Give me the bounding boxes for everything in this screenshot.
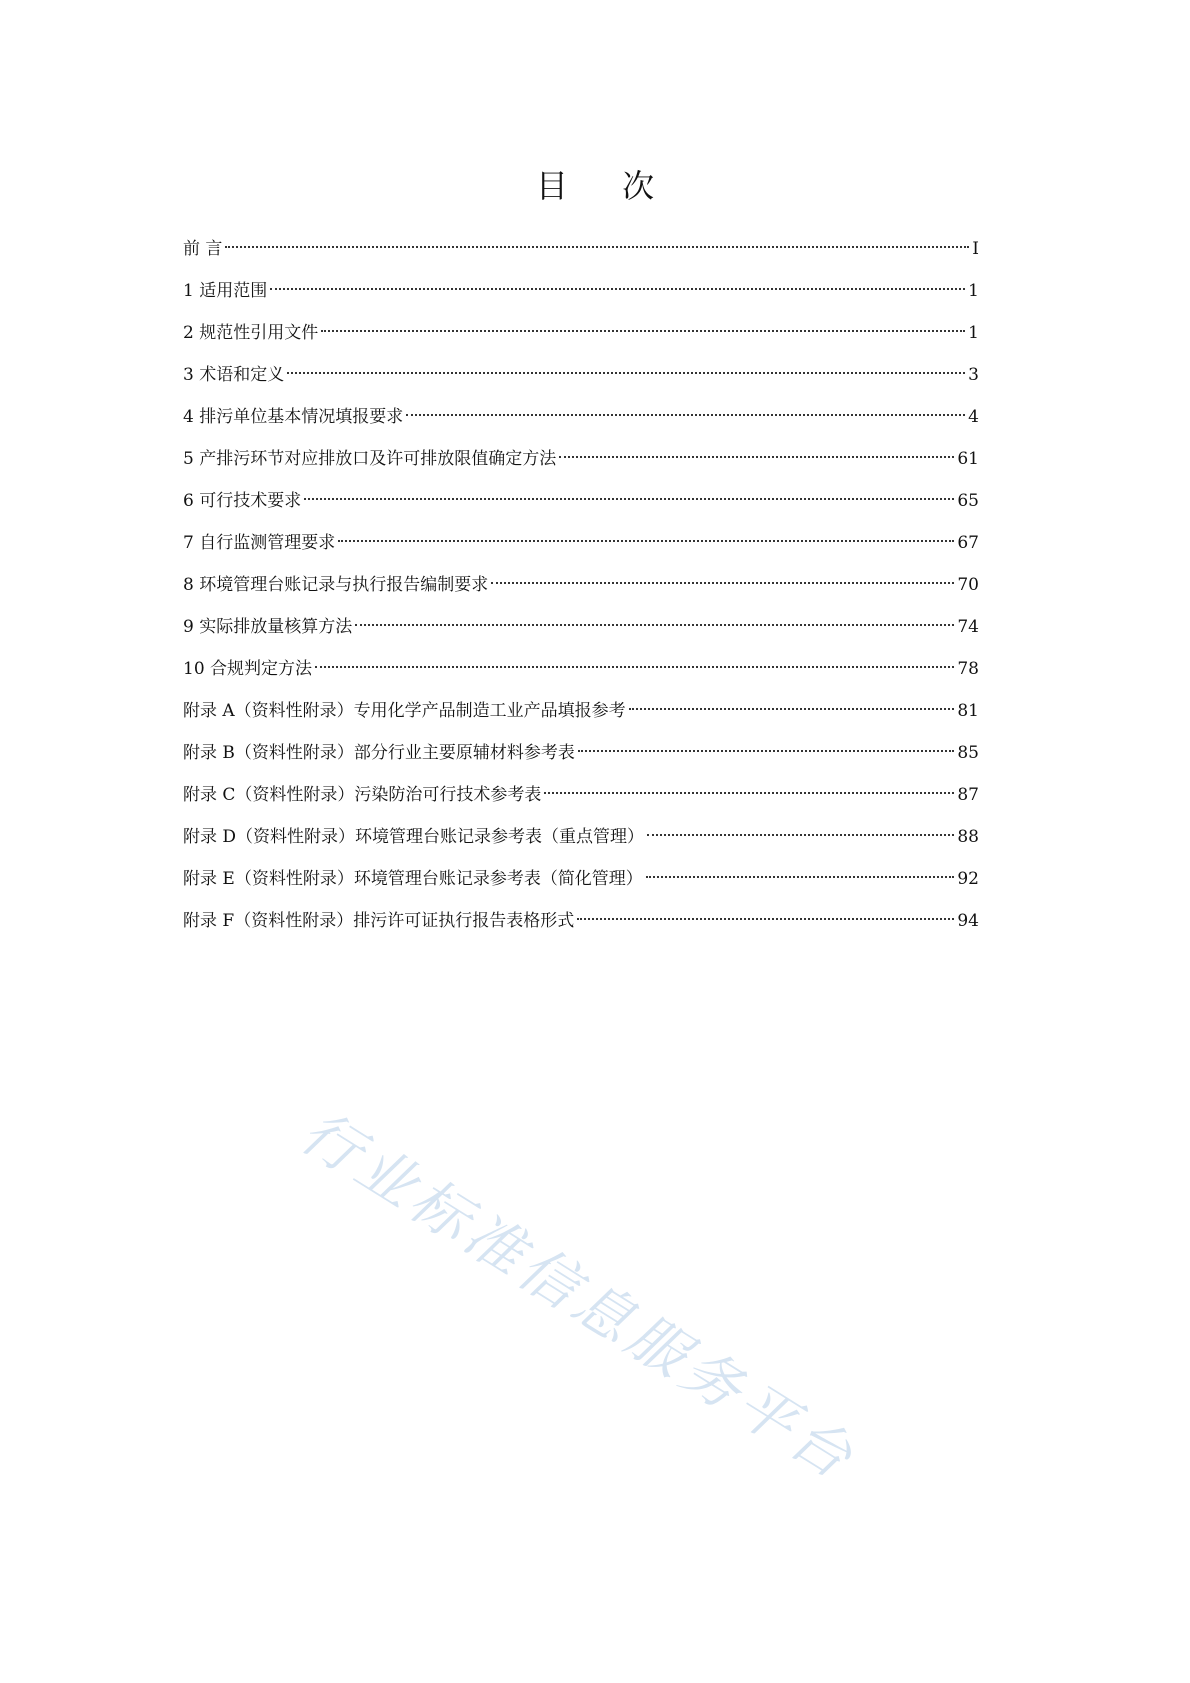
toc-entry-10[interactable] bbox=[183, 648, 979, 690]
toc-page-number: 88 bbox=[957, 827, 979, 847]
toc-dot-leader bbox=[225, 246, 969, 248]
toc-page-number: 65 bbox=[957, 491, 979, 511]
toc-entry-1[interactable] bbox=[183, 270, 979, 312]
toc-entry-label: 附录 A（资料性附录）专用化学产品制造工业产品填报参考 bbox=[183, 701, 626, 721]
toc-dot-leader bbox=[491, 582, 954, 584]
toc-entry-label: 4 排污单位基本情况填报要求 bbox=[183, 407, 404, 427]
page-title: 目 次 bbox=[535, 167, 677, 205]
toc-entry-label: 5 产排污环节对应排放口及许可排放限值确定方法 bbox=[183, 449, 557, 469]
toc-dot-leader bbox=[544, 792, 954, 794]
toc-entry-foreword[interactable] bbox=[183, 228, 979, 270]
toc-page-number: 78 bbox=[957, 659, 979, 679]
toc-page-number: 70 bbox=[957, 575, 979, 595]
toc-entry-9[interactable] bbox=[183, 606, 979, 648]
toc-dot-leader bbox=[315, 666, 954, 668]
toc-page-number: I bbox=[972, 239, 979, 259]
toc-page-number: 3 bbox=[968, 365, 979, 385]
toc-dot-leader bbox=[629, 708, 955, 710]
watermark: 行业标准信息服务平台 bbox=[289, 1097, 869, 1495]
toc-entry-label: 3 术语和定义 bbox=[183, 365, 285, 385]
toc-entry-label: 8 环境管理台账记录与执行报告编制要求 bbox=[183, 575, 489, 595]
toc-page-number: 1 bbox=[968, 323, 979, 343]
toc-entry-label: 7 自行监测管理要求 bbox=[183, 533, 336, 553]
toc-page-number: 67 bbox=[957, 533, 979, 553]
toc-dot-leader bbox=[577, 918, 954, 920]
toc-entry-8[interactable] bbox=[183, 564, 979, 606]
toc-entry-5[interactable] bbox=[183, 438, 979, 480]
toc-entry-label: 附录 C（资料性附录）污染防治可行技术参考表 bbox=[183, 785, 542, 805]
toc-entry-appendix-d[interactable] bbox=[183, 816, 979, 858]
toc-entry-appendix-a[interactable] bbox=[183, 690, 979, 732]
toc-entry-7[interactable] bbox=[183, 522, 979, 564]
toc-page-number: 81 bbox=[957, 701, 979, 721]
toc-dot-leader bbox=[578, 750, 954, 752]
table-of-contents bbox=[183, 228, 979, 942]
toc-entry-label: 附录 F（资料性附录）排污许可证执行报告表格形式 bbox=[183, 911, 575, 931]
toc-entry-label: 1 适用范围 bbox=[183, 281, 268, 301]
toc-entry-label: 前 言 bbox=[183, 239, 223, 259]
toc-entry-6[interactable] bbox=[183, 480, 979, 522]
toc-page-number: 4 bbox=[968, 407, 979, 427]
toc-page-number: 87 bbox=[957, 785, 979, 805]
toc-dot-leader bbox=[406, 414, 965, 416]
toc-dot-leader bbox=[304, 498, 954, 500]
toc-entry-appendix-e[interactable] bbox=[183, 858, 979, 900]
toc-entry-label: 2 规范性引用文件 bbox=[183, 323, 319, 343]
toc-entry-appendix-c[interactable] bbox=[183, 774, 979, 816]
toc-entry-label: 附录 E（资料性附录）环境管理台账记录参考表（简化管理） bbox=[183, 869, 643, 889]
toc-dot-leader bbox=[646, 876, 955, 878]
toc-dot-leader bbox=[647, 834, 954, 836]
toc-dot-leader bbox=[355, 624, 954, 626]
toc-page-number: 94 bbox=[957, 911, 979, 931]
toc-entry-label: 附录 B（资料性附录）部分行业主要原辅材料参考表 bbox=[183, 743, 575, 763]
toc-entry-label: 10 合规判定方法 bbox=[183, 659, 313, 679]
toc-dot-leader bbox=[559, 456, 954, 458]
toc-entry-2[interactable] bbox=[183, 312, 979, 354]
toc-page-number: 74 bbox=[957, 617, 979, 637]
toc-entry-4[interactable] bbox=[183, 396, 979, 438]
toc-dot-leader bbox=[338, 540, 954, 542]
toc-entry-3[interactable] bbox=[183, 354, 979, 396]
toc-entry-appendix-f[interactable] bbox=[183, 900, 979, 942]
toc-entry-label: 9 实际排放量核算方法 bbox=[183, 617, 353, 637]
toc-dot-leader bbox=[321, 330, 965, 332]
toc-dot-leader bbox=[270, 288, 965, 290]
toc-page-number: 1 bbox=[968, 281, 979, 301]
toc-page-number: 85 bbox=[957, 743, 979, 763]
toc-dot-leader bbox=[287, 372, 965, 374]
toc-entry-label: 6 可行技术要求 bbox=[183, 491, 302, 511]
toc-entry-appendix-b[interactable] bbox=[183, 732, 979, 774]
toc-page-number: 92 bbox=[957, 869, 979, 889]
toc-entry-label: 附录 D（资料性附录）环境管理台账记录参考表（重点管理） bbox=[183, 827, 645, 847]
toc-page-number: 61 bbox=[957, 449, 979, 469]
